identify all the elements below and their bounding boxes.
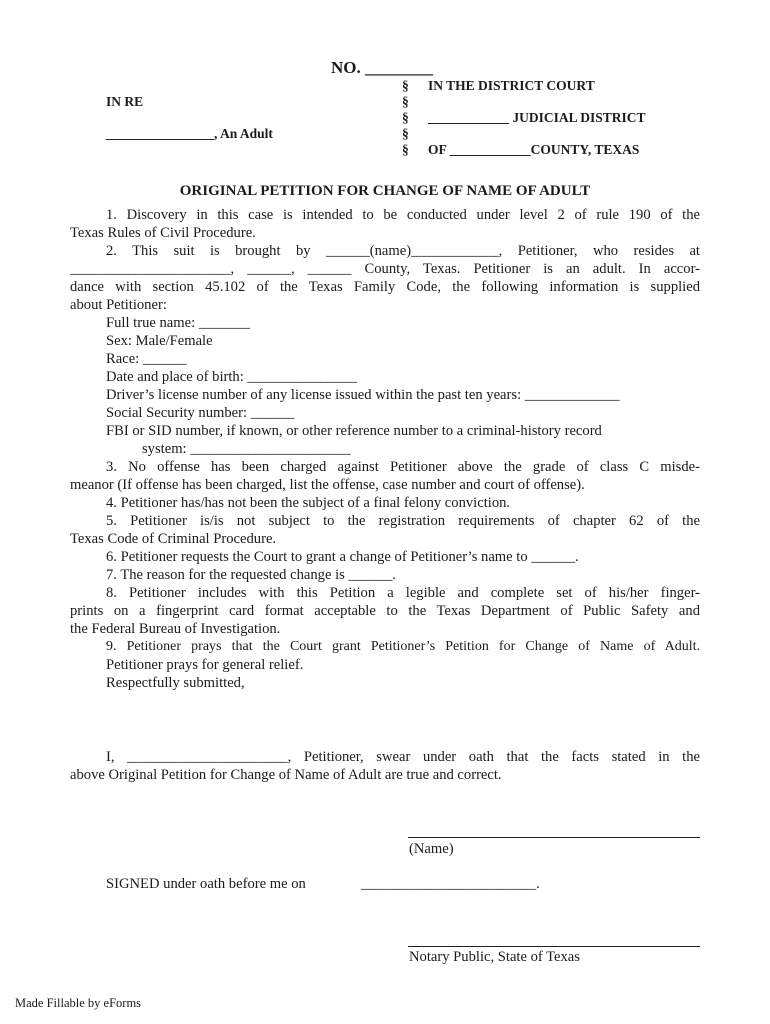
paragraph-8-line: prints on a fingerprint card format acceptable to the Texas Department of Public Safety and — [70, 603, 700, 619]
signed-date-blank: ________________________. — [361, 876, 540, 892]
general-relief: Petitioner prays for general relief. — [106, 657, 304, 673]
birth-field: Date and place of birth: _______________ — [106, 369, 357, 385]
in-re-label: IN RE — [106, 94, 144, 109]
paragraph-3-line: meanor (If offense has been charged, list the offense, case number and court of offense). — [70, 477, 585, 493]
drivers-license-field: Driver’s license number of any license issued within the past ten years: _____________ — [106, 387, 620, 403]
section-mark: § — [402, 126, 409, 141]
notary-signature-line — [408, 946, 700, 947]
oath-line: above Original Petition for Change of Name of Adult are true and correct. — [70, 767, 502, 783]
paragraph-8-line: the Federal Bureau of Investigation. — [70, 621, 281, 637]
document-title: ORIGINAL PETITION FOR CHANGE OF NAME OF ADULT — [179, 183, 591, 199]
case-number: NO. ________ — [331, 58, 433, 77]
race-field: Race: ______ — [106, 351, 187, 367]
paragraph-2-line: dance with section 45.102 of the Texas Family Code, the following information is supplied — [70, 279, 700, 295]
petitioner-signature-line — [408, 837, 700, 838]
footer-eforms: Made Fillable by eForms — [15, 996, 142, 1010]
paragraph-2-line: 2. This suit is brought by ______(name)____________, Petitioner, who resides at — [106, 243, 700, 259]
paragraph-5-line: Texas Code of Criminal Procedure. — [70, 531, 277, 547]
paragraph-4: 4. Petitioner has/has not been the subject of a final felony conviction. — [106, 495, 511, 511]
oath-line: I, ______________________, Petitioner, swear under oath that the facts stated in the — [106, 749, 700, 765]
full-name-field: Full true name: _______ — [106, 315, 250, 331]
county-line: OF ____________COUNTY, TEXAS — [428, 142, 640, 157]
paragraph-9: 9. Petitioner prays that the Court grant Petitioner’s Petition for Change of Name of Adult. — [106, 639, 700, 654]
sex-field: Sex: Male/Female — [106, 333, 213, 349]
paragraph-7: 7. The reason for the requested change is ______. — [106, 567, 396, 583]
section-mark: § — [402, 110, 409, 125]
paragraph-2-line: ______________________, ______, ______ County, Texas. Petitioner is an adult. In accor- — [70, 261, 700, 277]
paragraph-1-line: 1. Discovery in this case is intended to be conducted under level 2 of rule 190 of the — [106, 207, 700, 223]
paragraph-1-line: Texas Rules of Civil Procedure. — [70, 225, 256, 241]
paragraph-6: 6. Petitioner requests the Court to grant a change of Petitioner’s name to ______. — [106, 549, 579, 565]
paragraph-3-line: 3. No offense has been charged against Petitioner above the grade of class C misde- — [106, 459, 700, 475]
paragraph-2-line: about Petitioner: — [70, 297, 167, 313]
name-label: (Name) — [409, 841, 454, 857]
section-mark: § — [402, 94, 409, 109]
fbi-sid-field: FBI or SID number, if known, or other reference number to a criminal-history record — [106, 423, 602, 439]
court-label: IN THE DISTRICT COURT — [428, 78, 595, 93]
paragraph-5-line: 5. Petitioner is/is not subject to the registration requirements of chapter 62 of the — [106, 513, 700, 529]
ssn-field: Social Security number: ______ — [106, 405, 295, 421]
adult-name-line: ________________, An Adult — [106, 126, 273, 141]
judicial-district-line: ____________ JUDICIAL DISTRICT — [428, 110, 646, 125]
respectfully-submitted: Respectfully submitted, — [106, 675, 245, 691]
paragraph-8-line: 8. Petitioner includes with this Petition a legible and complete set of his/her finger- — [106, 585, 700, 601]
section-mark: § — [402, 142, 409, 157]
section-mark: § — [402, 78, 409, 93]
signed-under-oath: SIGNED under oath before me on — [106, 876, 306, 892]
notary-label: Notary Public, State of Texas — [409, 949, 580, 965]
record-system-field: system: ______________________ — [142, 441, 351, 457]
